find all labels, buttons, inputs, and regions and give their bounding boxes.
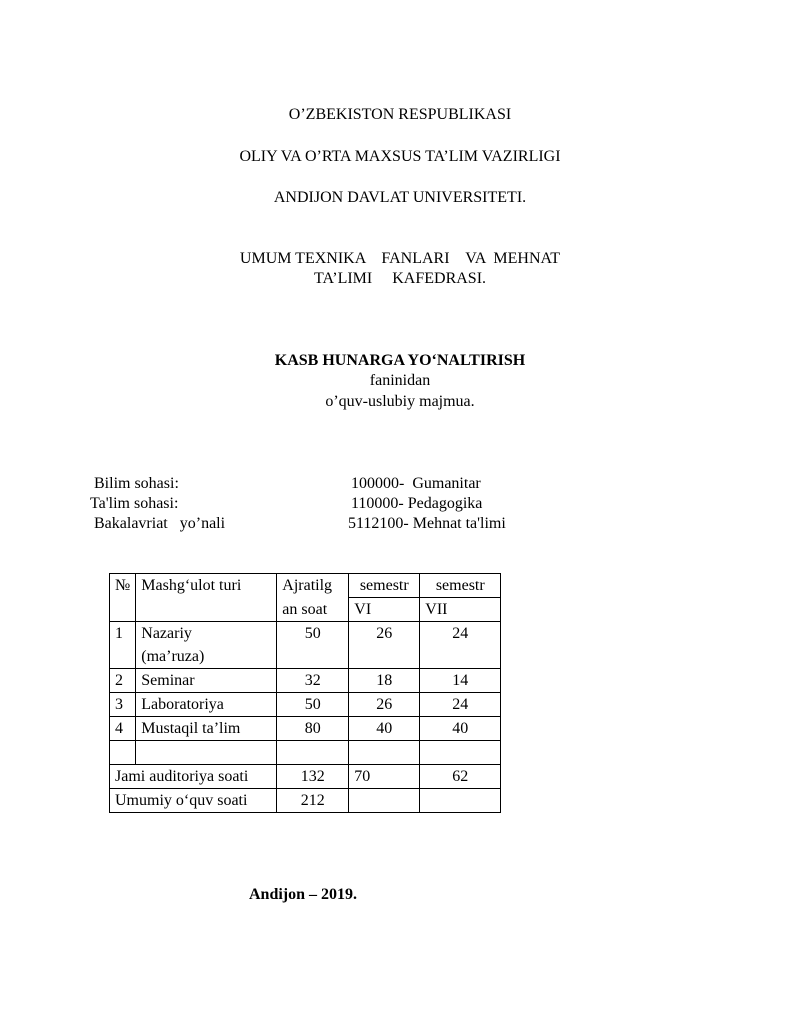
table-header-row-2 — [110, 598, 501, 622]
row-sem6: 26 — [349, 622, 420, 646]
info-value-program: 5112100- Mehnat ta'limi — [348, 515, 506, 532]
row-no: 1 — [110, 622, 136, 646]
ministry-country: O’ZBEKISTON RESPUBLIKASI — [288, 106, 512, 123]
row-type: Nazariy — [136, 622, 277, 646]
header-semester-7-num: VII — [420, 598, 501, 622]
department-line-2: TA’LIMI KAFEDRASI. — [313, 270, 487, 287]
row-hours: 80 — [277, 717, 349, 741]
table-row — [110, 669, 501, 693]
ministry-name: OLIY VA O’RTA MAXSUS TA’LIM VAZIRLIGI — [239, 148, 561, 165]
header-semester-7: semestr — [420, 574, 501, 598]
header-semester-6-num: VI — [349, 598, 420, 622]
row-sem7-cont — [420, 645, 501, 669]
department-line-1: UMUM TEXNIKA FANLARI VA MEHNAT — [239, 250, 561, 267]
total-auditorium-sem7: 62 — [420, 765, 501, 789]
table-row — [110, 622, 501, 646]
info-label-program: Bakalavriat yo’nali — [90, 515, 226, 532]
empty-cell — [136, 741, 277, 765]
row-no-cont — [110, 645, 136, 669]
row-type: Laboratoriya — [136, 693, 277, 717]
row-sem7: 40 — [420, 717, 501, 741]
row-sem7: 24 — [420, 693, 501, 717]
empty-cell — [110, 741, 136, 765]
subject-subtitle-1: faninidan — [369, 372, 431, 389]
empty-cell — [277, 741, 349, 765]
total-auditorium-sem6: 70 — [349, 765, 420, 789]
table-empty-row — [110, 741, 501, 765]
table-total-auditorium-row — [110, 765, 501, 789]
table-row-cont — [110, 645, 501, 669]
empty-cell — [420, 741, 501, 765]
table-header-row — [110, 574, 501, 598]
subject-subtitle-2: o’quv-uslubiy majmua. — [325, 393, 475, 410]
row-sem6: 18 — [349, 669, 420, 693]
row-no: 3 — [110, 693, 136, 717]
table-row — [110, 717, 501, 741]
empty-cell — [420, 789, 501, 813]
row-type: Seminar — [136, 669, 277, 693]
info-value-area: 110000- Pedagogika — [351, 495, 483, 512]
university-name: ANDIJON DAVLAT UNIVERSITETI. — [273, 189, 527, 206]
footer-place-year: Andijon – 2019. — [249, 886, 358, 903]
empty-cell — [349, 789, 420, 813]
total-auditorium-label: Jami auditoriya soati — [110, 765, 277, 789]
total-all-hours: 212 — [277, 789, 349, 813]
row-type: Mustaqil ta’lim — [136, 717, 277, 741]
info-label-area: Ta'lim sohasi: — [90, 495, 179, 512]
row-sem6-cont — [349, 645, 420, 669]
row-no: 4 — [110, 717, 136, 741]
row-hours: 50 — [277, 693, 349, 717]
header-semester-6: semestr — [349, 574, 420, 598]
subject-title: KASB HUNARGA YO‘NALTIRISH — [274, 352, 526, 369]
row-hours: 32 — [277, 669, 349, 693]
row-type-cont: (ma’ruza) — [136, 645, 277, 669]
info-value-field: 100000- Gumanitar — [351, 475, 481, 492]
info-label-field: Bilim sohasi: — [90, 475, 179, 492]
header-type-cont — [136, 598, 277, 622]
header-hours-cont: an soat — [277, 598, 349, 622]
row-sem6: 26 — [349, 693, 420, 717]
empty-cell — [349, 741, 420, 765]
row-sem6: 40 — [349, 717, 420, 741]
table-total-all-row — [110, 789, 501, 813]
row-no: 2 — [110, 669, 136, 693]
row-hours-cont — [277, 645, 349, 669]
header-no: № — [110, 574, 136, 598]
total-auditorium-hours: 132 — [277, 765, 349, 789]
header-no-cont — [110, 598, 136, 622]
total-all-label: Umumiy o‘quv soati — [110, 789, 277, 813]
header-type: Mashg‘ulot turi — [136, 574, 277, 598]
table-row — [110, 693, 501, 717]
hours-table — [109, 573, 501, 813]
row-sem7: 24 — [420, 622, 501, 646]
header-hours: Ajratilg — [277, 574, 349, 598]
row-hours: 50 — [277, 622, 349, 646]
row-sem7: 14 — [420, 669, 501, 693]
